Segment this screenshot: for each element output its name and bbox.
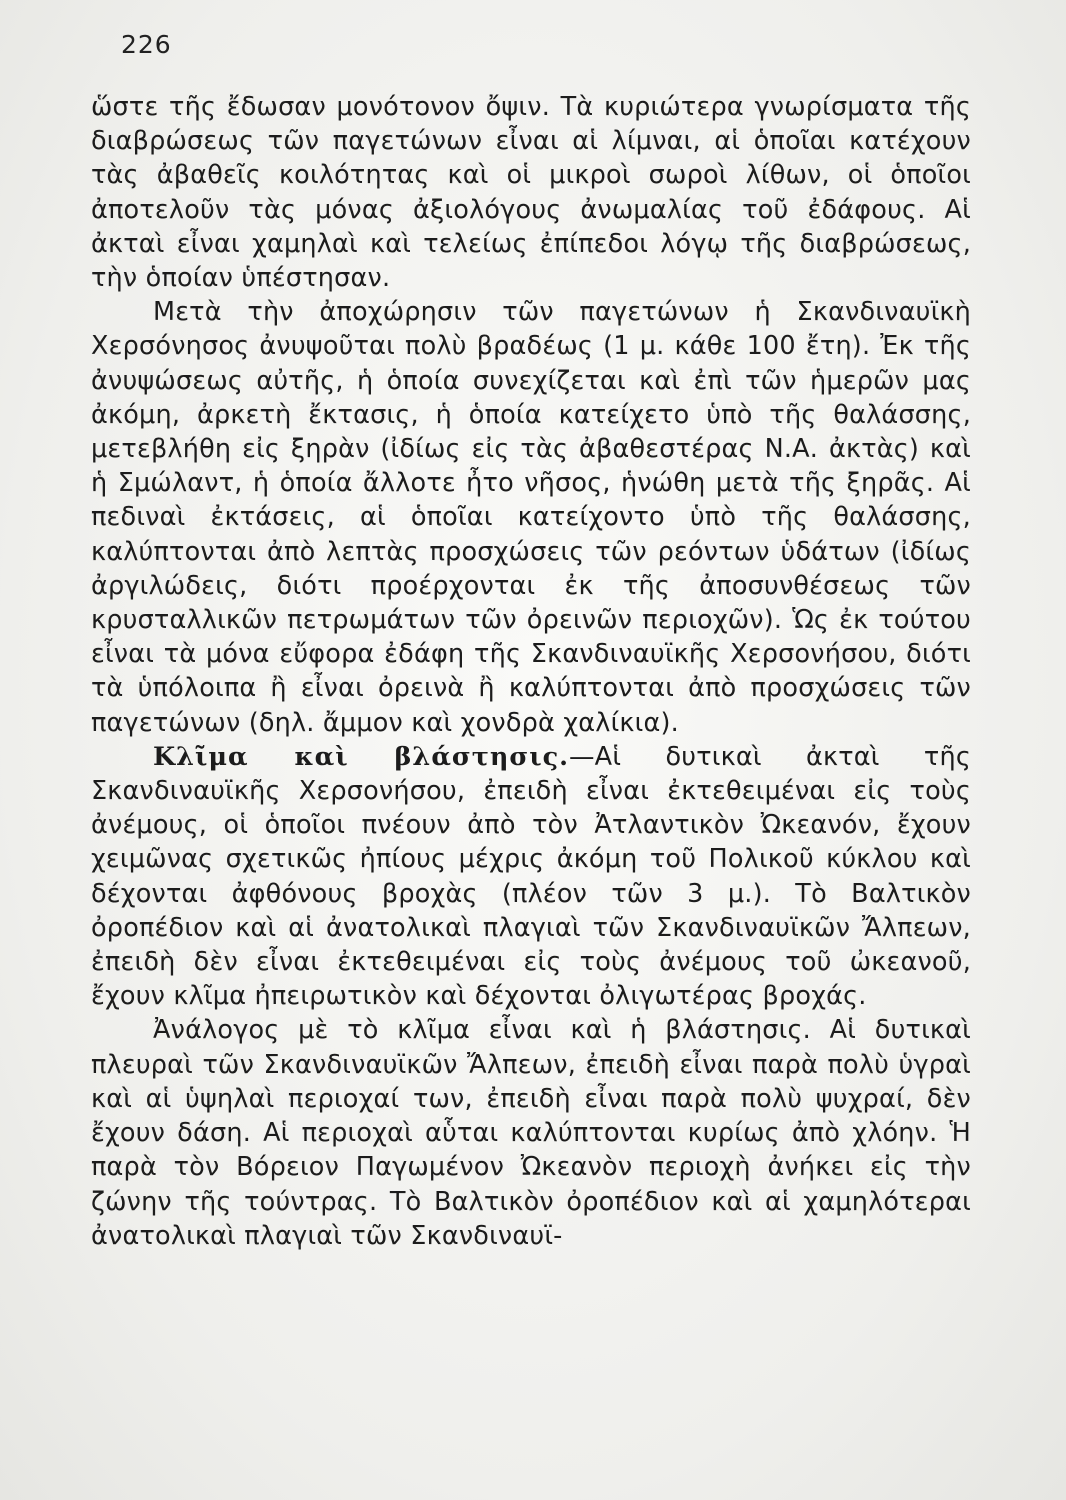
page-number: 226 [121,30,172,59]
paragraph-uplift: Μετὰ τὴν ἀποχώρησιν τῶν παγετώνων ἡ Σκανδιναυϊκὴ Χερσόνησος ἀνυψοῦται πολὺ βραδέως (1 μ. κάθε 100 ἔτη). Ἐκ τῆς ἀνυψώσεως αὐτῆς, ἡ ὁποία συνεχίζεται καὶ ἐπὶ τῶν ἡμερῶν μας ἀκόμη, ἀρκετὴ ἔκτασις, ἡ ὁποία κατείχετο ὑπὸ τῆς θαλάσσης, μετεβλήθη εἰς ξηρὰν (ἰδίως εἰς τὰς ἀβαθεστέρας Ν.Α. ἀκτὰς) καὶ ἡ Σμώλαντ, ἡ ὁποία ἄλλοτε ἦτο νῆσος, ἡνώθη μετὰ τῆς ξηρᾶς. Αἱ πεδιναὶ ἐκτάσεις, αἱ ὁποῖαι κατείχοντο ὑπὸ τῆς θαλάσσης, καλύπτονται ἀπὸ λεπτὰς προσχώσεις τῶν ρεόντων ὑδάτων (ἰδίως ἀργιλώδεις, διότι προέρχονται ἐκ τῆς ἀποσυνθέσεως τῶν κρυσταλλικῶν πετρωμάτων τῶν ὀρεινῶν περιοχῶν). Ὡς ἐκ τούτου εἶναι τὰ μόνα εὔφορα ἐδάφη τῆς Σκανδιναυϊκῆς Χερσονήσου, διότι τὰ ὑπόλοιπα ἢ εἶναι ὀρεινὰ ἢ καλύπτονται ἀπὸ προσχώσεις τῶν παγετώνων (δηλ. ἄμμον καὶ χονδρὰ χαλίκια). [91,297,971,738]
section-heading-climate: Κλῖμα καὶ βλάστησις. [153,741,569,772]
paragraph-climate [91,740,971,1014]
paragraph-climate-text: —Αἱ δυτικαὶ ἀκταὶ τῆς Σκανδιναυϊκῆς Χερσονήσου, ἐπειδὴ εἶναι ἐκτεθειμέναι εἰς τοὺς ἀνέμους, οἱ ὁποῖοι πνέουν ἀπὸ τὸν Ἀτλαντικὸν Ὠκεανόν, ἔχουν χειμῶνας σχετικῶς ἠπίους μέχρις ἀκόμη τοῦ Πολικοῦ κύκλου καὶ δέχονται ἀφθόνους βροχὰς (πλέον τῶν 3 μ.). Τὸ Βαλτικὸν ὀροπέδιον καὶ αἱ ἀνατολικαὶ πλαγιαὶ τῶν Σκανδιναυϊκῶν Ἄλπεων, ἐπειδὴ δὲν εἶναι ἐκτεθειμέναι εἰς τοὺς ἀνέμους τοῦ ὠκεανοῦ, ἔχουν κλῖμα ἠπειρωτικὸν καὶ δέχονται ὀλιγωτέρας βροχάς. [91,741,971,1012]
body-text [91,90,971,1253]
paragraph-vegetation: Ἀνάλογος μὲ τὸ κλῖμα εἶναι καὶ ἡ βλάστησις. Αἱ δυτικαὶ πλευραὶ τῶν Σκανδιναυϊκῶν Ἄλπεων, ἐπειδὴ εἶναι παρὰ πολὺ ὑγραὶ καὶ αἱ ὑψηλαὶ περιοχαί των, ἐπειδὴ εἶναι παρὰ πολὺ ψυχραί, δὲν ἔχουν δάση. Αἱ περιοχαὶ αὗται καλύπτονται κυρίως ἀπὸ χλόην. Ἡ παρὰ τὸν Βόρειον Παγωμένον Ὠκεανὸν περιοχὴ ἀνήκει εἰς τὴν ζώνην τῆς τούντρας. Τὸ Βαλτικὸν ὀροπέδιον καὶ αἱ χαμηλότεραι ἀνατολικαὶ πλαγιαὶ τῶν Σκανδιναυϊ- [91,1015,971,1251]
paragraph-erosion: ὥστε τῆς ἔδωσαν μονότονον ὄψιν. Τὰ κυριώτερα γνωρίσματα τῆς διαβρώσεως τῶν παγετώνων εἶναι αἱ λίμναι, αἱ ὁποῖαι κατέχουν τὰς ἀβαθεῖς κοιλότητας καὶ οἱ μικροὶ σωροὶ λίθων, οἱ ὁποῖοι ἀποτελοῦν τὰς μόνας ἀξιολόγους ἀνωμαλίας τοῦ ἐδάφους. Αἱ ἀκταὶ εἶναι χαμηλαὶ καὶ τελείως ἐπίπεδοι λόγῳ τῆς διαβρώσεως, τὴν ὁποίαν ὑπέστησαν. [91,92,971,294]
